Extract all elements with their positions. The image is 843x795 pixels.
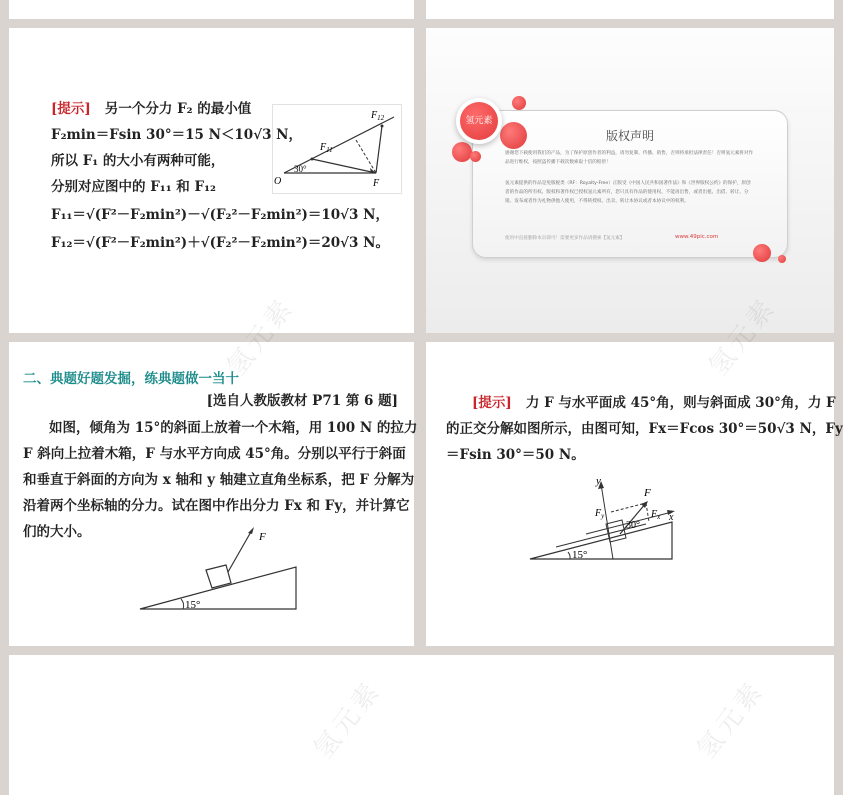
svg-text:F: F [259, 531, 266, 543]
svg-text:F11: $F_{11}$ [320, 142, 333, 154]
hint-line-4: 分别对应图中的 F₁₁ 和 F₁₂ [51, 179, 216, 195]
hint-line-2: 的正交分解如图所示，由图可知，Fx＝Fcos 30°＝50√3 N，Fy [446, 421, 843, 437]
hint-line-2: F₂min＝Fsin 30°＝15 N＜10√3 N， [51, 127, 303, 143]
watermark: 氢元素 [221, 292, 301, 382]
slide-blank[interactable] [9, 655, 834, 795]
problem-line-5: 们的大小。 [23, 524, 91, 540]
slide-thumbnail-previous-right[interactable] [426, 0, 834, 19]
section-heading: 二、典题好题发掘，练典题做一当十 [23, 371, 239, 387]
svg-text:15°: 15° [572, 549, 588, 561]
brand-url-link[interactable]: www.49pic.com [675, 234, 719, 240]
copyright-paragraph-1: 感谢您下载使用我们的产品，为了保护原创作者的利益，请勿复制、传播、销售，否则将承担法律责任！否则氢元素将对作品进行维权，按照盗传播下载次数索取十倍的赔偿！ [505, 151, 754, 165]
hint-line-3: 所以 F₁ 的大小有两种可能， [51, 153, 225, 169]
problem-source: [选自人教版教材 P71 第 6 题] [206, 393, 398, 409]
decor-dot-5 [753, 244, 771, 262]
decomposition-figure [526, 472, 676, 567]
decor-dot-3 [452, 142, 472, 162]
svg-text:15°: 15° [185, 599, 201, 611]
equation-f11: F₁₁＝√(F²－F₂min²)－√(F₂²－F₂min²)＝10√3 N， [51, 207, 389, 223]
svg-text:y: y [596, 475, 601, 487]
slide-hint-f2-minimum[interactable] [9, 28, 414, 333]
copyright-title: 版权声明 [605, 129, 654, 143]
svg-text:30°: 30° [626, 520, 640, 531]
hint-line-3: ＝Fsin 30°＝50 N。 [446, 447, 585, 463]
slide-hint-decomposition[interactable] [426, 292, 843, 646]
watermark: 氢元素 [703, 292, 783, 382]
hint-label: [提示] [472, 395, 512, 411]
hint-line-1 [51, 96, 251, 122]
watermark: 氢元素 [308, 675, 388, 765]
watermark: 氢元素 [691, 675, 771, 765]
svg-text:Fx: $F_x$ [651, 509, 661, 521]
problem-line-3: 和垂直于斜面的方向为 x 轴和 y 轴建立直角坐标系，把 F 分解为 [23, 472, 415, 488]
hint-text: 另一个分力 F₂ 的最小值 [104, 101, 252, 117]
hint-label: [提示] [51, 101, 91, 117]
svg-text:F12: $F_{12}$ [371, 110, 385, 122]
decor-dot-2 [500, 122, 527, 149]
slide-thumbnail-previous-left[interactable] [9, 0, 414, 19]
slide-classic-problem[interactable] [9, 292, 418, 646]
decor-dot-6 [778, 255, 786, 263]
svg-text:Fy: $F_y$ [595, 508, 605, 520]
incline-box-figure [135, 524, 310, 614]
svg-text:30°: 30° [294, 164, 307, 174]
svg-text:O: O [274, 176, 282, 187]
hint-text: 力 F 与水平面成 45°角，则与斜面成 30°角，力 F [525, 395, 836, 411]
slide-copyright-notice[interactable] [426, 28, 834, 333]
problem-line-1: 如图，倾角为 15°的斜面上放着一个木箱，用 100 N 的拉力 [49, 420, 418, 436]
svg-text:F: F [373, 178, 380, 189]
brand-logo [456, 98, 502, 144]
copyright-footer: 使用中直接删除本页即可！需要更多作品请搜索【氢元素】 [505, 236, 625, 241]
force-parallelogram-figure [272, 104, 402, 194]
decor-dot-4 [470, 151, 481, 162]
hint-line-1 [472, 390, 836, 416]
problem-line-4: 沿着两个坐标轴的分力。试在图中作出分力 Fx 和 Fy，并计算它 [23, 498, 410, 514]
svg-text:F: F [644, 487, 651, 499]
copyright-paragraph-2: 氢元素提供的作品是免版税类（RF：Royalty-Free）正版受《中国人民共和国著作法》和《世界版权公约》的保护，原创者的作品的所有权、版权和著作权已授权氢元素所有，您只具有作品的使用权，不能再出售，或者出租、出借、转让、分销、发布或者作为礼物供他人使用，不得转授权、出卖、转让本协议或者本协议中的权利。 [505, 181, 751, 204]
equation-f12: F₁₂＝√(F²－F₂min²)＋√(F₂²－F₂min²)＝20√3 N。 [51, 235, 389, 251]
svg-text:x: x [669, 512, 674, 523]
problem-line-2: F 斜向上拉着木箱，F 与水平方向成 45°角。分别以平行于斜面 [23, 446, 406, 462]
brand-logo-text: 氢元素 [460, 102, 498, 140]
decor-dot-1 [512, 96, 526, 110]
